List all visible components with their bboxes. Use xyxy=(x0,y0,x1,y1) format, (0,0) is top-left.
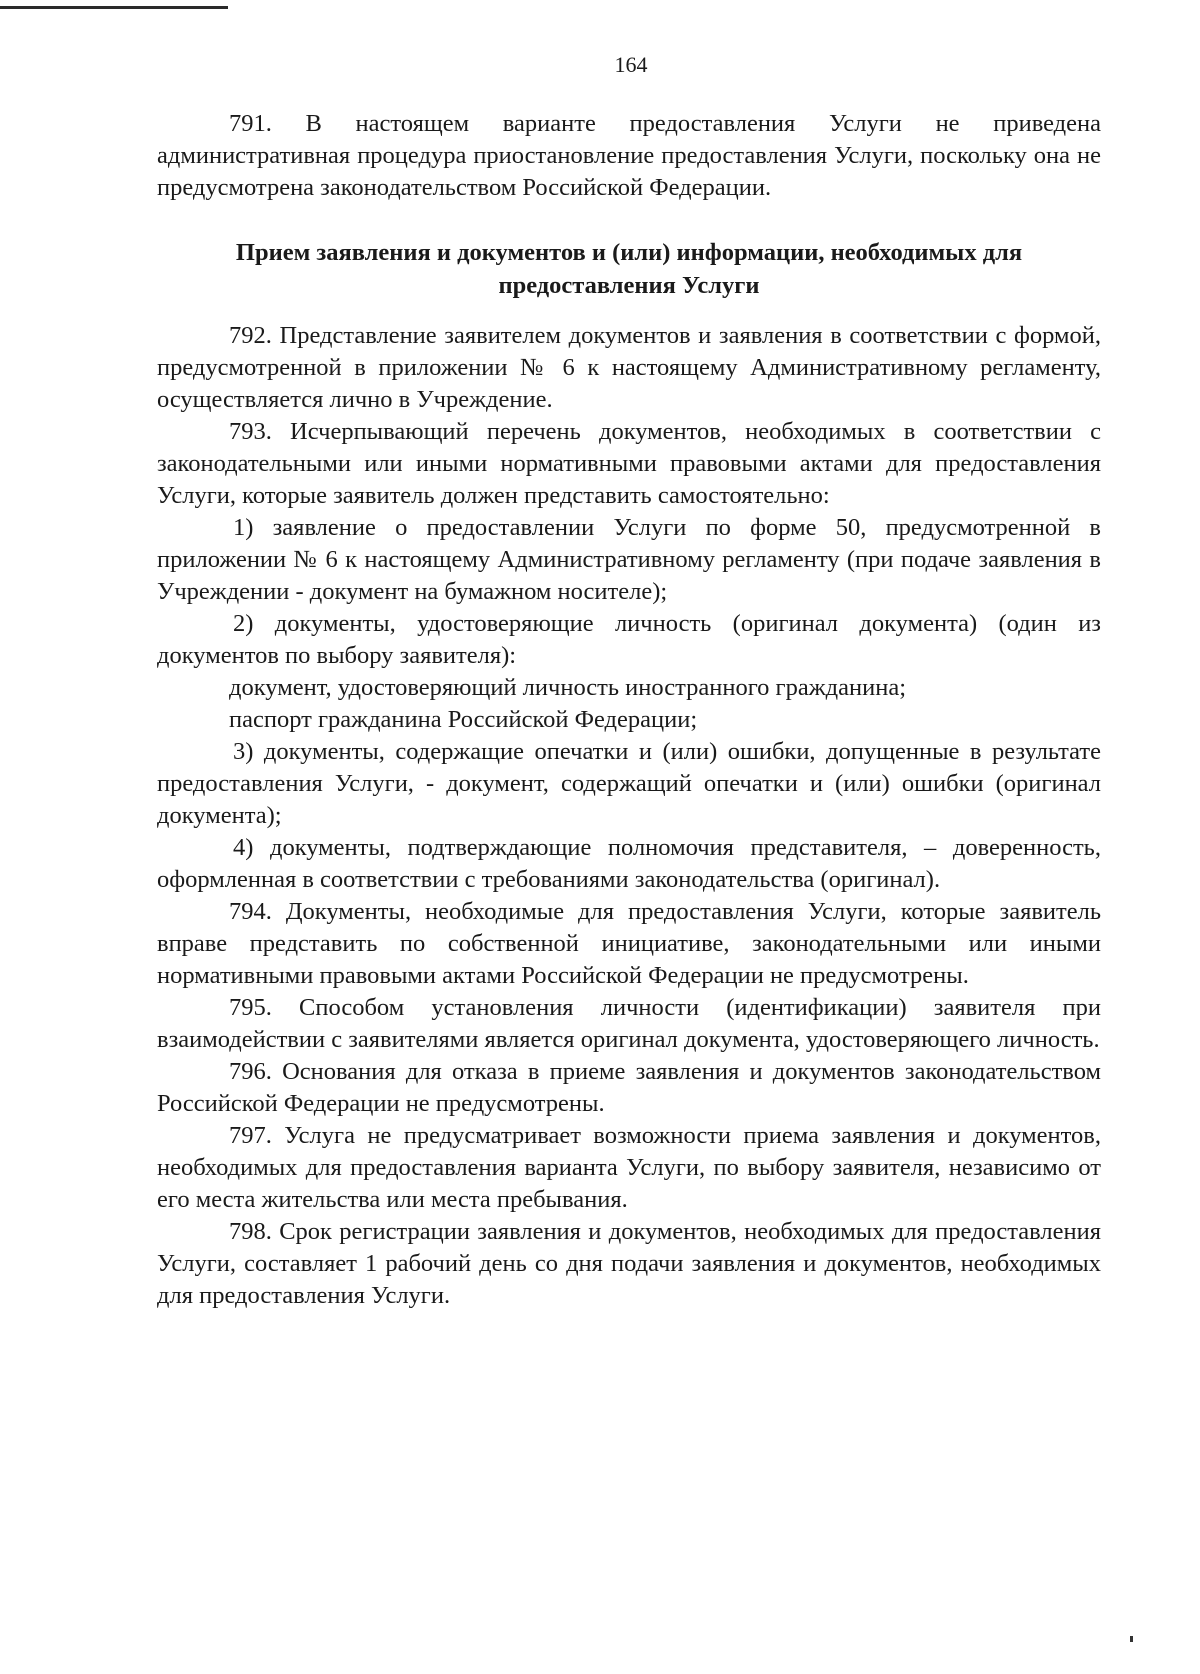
paragraph-792: 792. Представление заявителем документов и заявления в соответствии с формой, предусмотренной в приложении № 6 к настоящему Административному регламенту, осуществляется лично в Учреждение. xyxy=(157,322,1101,413)
document-body xyxy=(157,108,1101,1312)
list-item-2: 2) документы, удостоверяющие личность (оригинал документа) (один из документов по выбору заявителя): xyxy=(157,610,1101,669)
paragraph-793: 793. Исчерпывающий перечень документов, необходимых в соответствии с законодательными или иными нормативными правовыми актами для предоставления Услуги, которые заявитель должен представить самостоятельно: xyxy=(157,418,1101,509)
list-item-2-sub-2: паспорт гражданина Российской Федерации; xyxy=(229,706,698,733)
list-item-3: 3) документы, содержащие опечатки и (или) ошибки, допущенные в результате предоставления Услуги, - документ, содержащий опечатки и (или) ошибки (оригинал документа); xyxy=(157,738,1101,829)
paragraph-795: 795. Способом установления личности (идентификации) заявителя при взаимодействии с заявителями является оригинал документа, удостоверяющего личность. xyxy=(157,994,1101,1053)
paragraph-794: 794. Документы, необходимые для предоставления Услуги, которые заявитель вправе представить по собственной инициативе, законодательными или иными нормативными правовыми актами Российской Федерации не предусмотрены. xyxy=(157,898,1101,989)
paragraph-796: 796. Основания для отказа в приеме заявления и документов законодательством Российской Федерации не предусмотрены. xyxy=(157,1058,1101,1117)
list-item-4: 4) документы, подтверждающие полномочия представителя, – доверенность, оформленная в соответствии с требованиями законодательства (оригинал). xyxy=(157,834,1101,893)
list-item-1: 1) заявление о предоставлении Услуги по форме 50, предусмотренной в приложении № 6 к настоящему Административному регламенту (при подаче заявления в Учреждении - документ на бумажном носителе); xyxy=(157,514,1101,605)
scan-edge-rule xyxy=(0,6,228,9)
paragraph-797: 797. Услуга не предусматривает возможности приема заявления и документов, необходимых для предоставления варианта Услуги, по выбору заявителя, независимо от его места жительства или места пребывания. xyxy=(157,1122,1101,1213)
page-number: 164 xyxy=(614,52,648,77)
paragraph-798: 798. Срок регистрации заявления и документов, необходимых для предоставления Услуги, составляет 1 рабочий день со дня подачи заявления и документов, необходимых для предоставления Услуги. xyxy=(157,1218,1101,1309)
section-heading: Прием заявления и документов и (или) информации, необходимых для предоставления Услуги xyxy=(235,239,1023,299)
scan-speck xyxy=(1130,1636,1133,1642)
list-item-2-sub-1: документ, удостоверяющий личность иностранного гражданина; xyxy=(229,674,907,701)
paragraph-791: 791. В настоящем варианте предоставления Услуги не приведена административная процедура приостановление предоставления Услуги, поскольку она не предусмотрена законодательством Российской Федерации. xyxy=(157,110,1101,201)
